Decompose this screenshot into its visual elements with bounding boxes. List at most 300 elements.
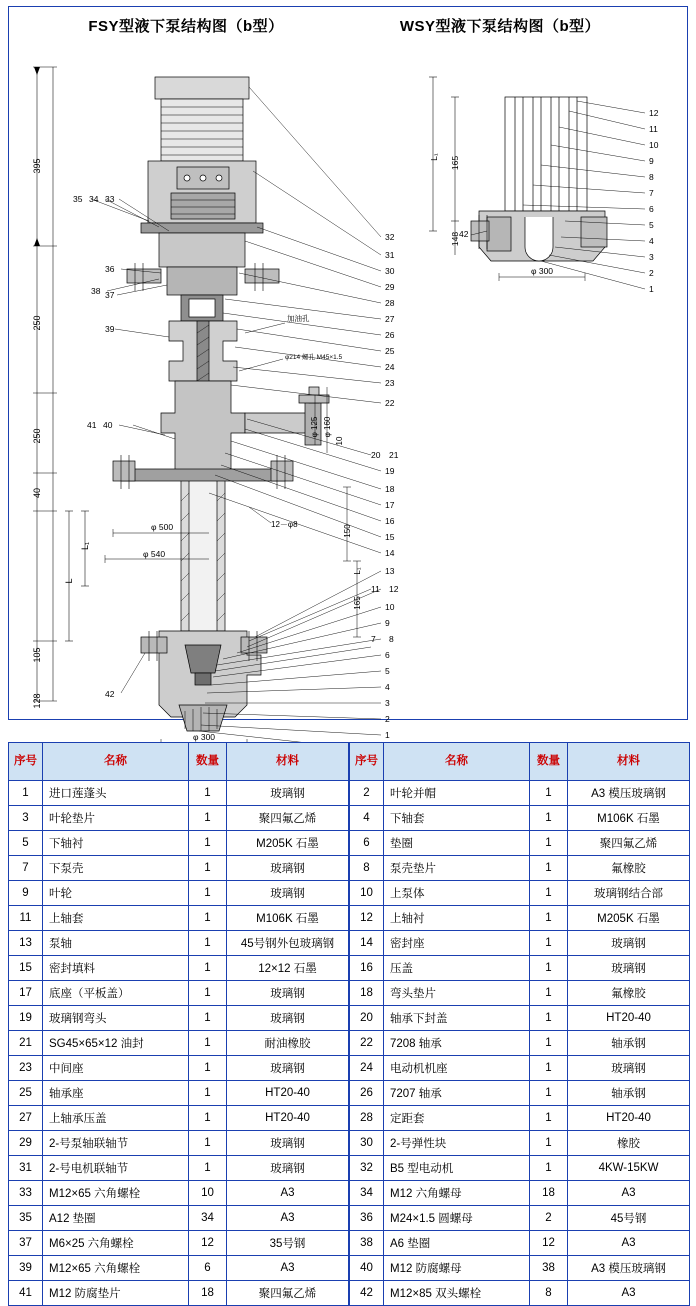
cell-qty: 1 [530,856,568,881]
callout-r-1: 1 [649,284,654,294]
cell-material: 4KW-15KW [568,1156,690,1181]
callout-23: 23 [385,378,395,388]
cell-material: 玻璃钢 [227,1056,349,1081]
cell-material: 玻璃钢 [227,1156,349,1181]
cell-qty: 18 [189,1281,227,1306]
cell-no: 12 [350,906,384,931]
callout-r-7: 7 [649,188,654,198]
cell-qty: 6 [189,1256,227,1281]
cell-no: 35 [9,1206,43,1231]
dim-148-right: 148 [450,231,460,247]
cell-qty: 1 [530,1106,568,1131]
table-row [9,1231,349,1256]
cell-no: 23 [9,1056,43,1081]
cell-no: 5 [9,831,43,856]
cell-name: 叶轮 [43,881,189,906]
table-row [350,1281,690,1306]
table-row [9,1081,349,1106]
cell-no: 4 [350,806,384,831]
cell-name: 中间座 [43,1056,189,1081]
callout-26: 26 [385,330,395,340]
cell-name: 上轴承压盖 [43,1106,189,1131]
callout-12: 12 [389,584,399,594]
cell-qty: 38 [530,1256,568,1281]
callout-r-6: 6 [649,204,654,214]
cell-material: 45号钢外包玻璃钢 [227,931,349,956]
table-header-row [350,743,690,781]
cell-no: 33 [9,1181,43,1206]
cell-name: M12 六角螺母 [384,1181,530,1206]
table-row [9,1031,349,1056]
cell-no: 37 [9,1231,43,1256]
table-row [9,881,349,906]
cell-no: 9 [9,881,43,906]
cell-qty: 1 [530,781,568,806]
cell-name: 叶轮垫片 [43,806,189,831]
callout-30: 30 [385,266,395,276]
cell-name: 7208 轴承 [384,1031,530,1056]
dim-phi300-left: φ 300 [192,732,216,742]
cell-name: M12 防腐垫片 [43,1281,189,1306]
cell-no: 31 [9,1156,43,1181]
cell-qty: 1 [530,881,568,906]
table-row [350,1056,690,1081]
cell-no: 34 [350,1181,384,1206]
table-row [9,1281,349,1306]
cell-no: 26 [350,1081,384,1106]
cell-material: 玻璃钢 [227,856,349,881]
table-row [9,1206,349,1231]
cell-material: 玻璃钢 [568,956,690,981]
cell-material: 玻璃钢 [227,1131,349,1156]
callout-10: 10 [385,602,395,612]
callout-35: 35 [73,194,83,204]
table-row [9,806,349,831]
cell-name: 泵轴 [43,931,189,956]
callout-38: 38 [91,286,101,296]
cell-no: 25 [9,1081,43,1106]
table-row [9,931,349,956]
cell-name: 下轴衬 [43,831,189,856]
table-row [350,781,690,806]
callout-17: 17 [385,500,395,510]
callout-42-right: 42 [459,229,469,239]
cell-name: 密封填料 [43,956,189,981]
callout-9: 9 [385,618,390,628]
cell-name: 下轴套 [384,806,530,831]
cell-qty: 1 [189,981,227,1006]
dim-165: 165 [353,596,362,610]
callout-32: 32 [385,232,395,242]
cell-qty: 2 [530,1206,568,1231]
cell-qty: 18 [530,1181,568,1206]
table-row [350,831,690,856]
cell-name: 进口莲蓬头 [43,781,189,806]
table-row [350,1231,690,1256]
cell-no: 41 [9,1281,43,1306]
dim-phi300-right: φ 300 [530,266,554,276]
callout-16: 16 [385,516,395,526]
callout-r-8: 8 [649,172,654,182]
dim-phi160: φ 160 [323,416,332,438]
cell-material: 玻璃钢 [227,981,349,1006]
callout-21: 21 [389,450,399,460]
callout-36: 36 [105,264,115,274]
cell-name: M24×1.5 圆螺母 [384,1206,530,1231]
cell-name: 垫圈 [384,831,530,856]
cell-qty: 1 [530,1131,568,1156]
table-row [350,1006,690,1031]
cell-name: 上轴套 [43,906,189,931]
cell-qty: 12 [189,1231,227,1256]
cell-no: 19 [9,1006,43,1031]
table-row [9,831,349,856]
cell-name: 泵壳垫片 [384,856,530,881]
cell-name: A6 垫圈 [384,1231,530,1256]
table-row [350,981,690,1006]
cell-no: 28 [350,1106,384,1131]
cell-qty: 1 [189,831,227,856]
cell-no: 39 [9,1256,43,1281]
callout-4: 4 [385,682,390,692]
header-name-right: 名称 [384,743,530,781]
cell-name: 轴承座 [43,1081,189,1106]
cell-material: 橡胶 [568,1131,690,1156]
cell-no: 27 [9,1106,43,1131]
cell-material: A3 [568,1231,690,1256]
cell-no: 11 [9,906,43,931]
cell-no: 6 [350,831,384,856]
dim-phi125: φ 125 [310,416,319,438]
header-name-left: 名称 [43,743,189,781]
dim-395: 395 [32,158,42,174]
callout-41: 41 [87,420,97,430]
cell-name: 2-号泵轴联轴节 [43,1131,189,1156]
cell-name: 上轴衬 [384,906,530,931]
table-row [350,881,690,906]
cell-no: 32 [350,1156,384,1181]
table-row [9,1181,349,1206]
callout-r-5: 5 [649,220,654,230]
callout-r-3: 3 [649,252,654,262]
callout-27: 27 [385,314,395,324]
cell-qty: 1 [189,1006,227,1031]
table-row [350,806,690,831]
cell-no: 14 [350,931,384,956]
cell-qty: 1 [189,806,227,831]
cell-material: M205K 石墨 [568,906,690,931]
cell-material: HT20-40 [227,1106,349,1131]
cell-qty: 1 [189,1081,227,1106]
callout-18: 18 [385,484,395,494]
cell-material: 聚四氟乙烯 [227,1281,349,1306]
cell-qty: 1 [530,1156,568,1181]
dim-L: L [64,578,74,584]
callout-25: 25 [385,346,395,356]
cell-name: 7207 轴承 [384,1081,530,1106]
cell-material: A3 模压玻璃钢 [568,1256,690,1281]
cell-name: 压盖 [384,956,530,981]
cell-qty: 1 [530,1031,568,1056]
cell-qty: 1 [189,1031,227,1056]
callout-r-10: 10 [649,140,659,150]
cell-qty: 1 [189,856,227,881]
dim-L1: L₁ [80,541,90,551]
cell-no: 3 [9,806,43,831]
cell-no: 40 [350,1256,384,1281]
cell-qty: 1 [530,806,568,831]
cell-material: A3 [227,1181,349,1206]
cell-qty: 12 [530,1231,568,1256]
cell-name: 下泵壳 [43,856,189,881]
cell-material: HT20-40 [227,1081,349,1106]
cell-name: 玻璃钢弯头 [43,1006,189,1031]
diagram-titles [9,15,687,36]
cell-material: 玻璃钢 [227,881,349,906]
cell-no: 2 [350,781,384,806]
table-header-row [9,743,349,781]
cell-material: 玻璃钢 [568,1056,690,1081]
header-qty-right: 数量 [530,743,568,781]
table-row [9,906,349,931]
cell-qty: 1 [189,881,227,906]
cell-qty: 1 [530,1056,568,1081]
callout-39: 39 [105,324,115,334]
callout-42: 42 [105,689,115,699]
cell-material: A3 模压玻璃钢 [568,781,690,806]
dim-L1-right: L₁ [429,153,439,161]
cell-name: 上泵体 [384,881,530,906]
callout-5: 5 [385,666,390,676]
cell-qty: 1 [530,906,568,931]
callout-28: 28 [385,298,395,308]
callout-24: 24 [385,362,395,372]
callout-31: 31 [385,250,395,260]
cell-material: 聚四氟乙烯 [227,806,349,831]
callout-19: 19 [385,466,395,476]
cell-name: 电动机机座 [384,1056,530,1081]
note-thread: φ214 螺孔 M45×1.5 [285,354,343,361]
cell-material: 轴承钢 [568,1081,690,1106]
callout-r-2: 2 [649,268,654,278]
table-row [9,1156,349,1181]
table-row [350,1156,690,1181]
table-row [350,1181,690,1206]
callout-22: 22 [385,398,395,408]
cell-material: 轴承钢 [568,1031,690,1056]
cell-name: M12×65 六角螺栓 [43,1181,189,1206]
header-no-left [9,743,43,781]
cell-name: 2-号弹性块 [384,1131,530,1156]
cell-name: 2-号电机联轴节 [43,1156,189,1181]
cell-material: 35号钢 [227,1231,349,1256]
parts-tables [8,742,688,1306]
diagram-title-right: WSY型液下泵结构图（b型） [399,18,601,35]
cell-material: A3 [227,1256,349,1281]
cell-no: 8 [350,856,384,881]
callout-3: 3 [385,698,390,708]
cell-name: M12×85 双头螺栓 [384,1281,530,1306]
table-row [350,1106,690,1131]
cell-no: 18 [350,981,384,1006]
cell-qty: 1 [530,981,568,1006]
dim-150: 150 [343,524,352,538]
dim-105: 105 [32,647,42,663]
cell-no: 21 [9,1031,43,1056]
cell-qty: 1 [189,1106,227,1131]
cell-no: 38 [350,1231,384,1256]
cell-no: 22 [350,1031,384,1056]
callout-40: 40 [103,420,113,430]
cell-no: 36 [350,1206,384,1231]
dim-10: 10 [335,436,344,446]
cell-material: 12×12 石墨 [227,956,349,981]
pump-structure-drawing [9,41,689,742]
parts-table-right-body [350,781,690,1306]
cell-no: 10 [350,881,384,906]
cell-material: 玻璃钢 [568,931,690,956]
dim-165-right: 165 [450,155,460,171]
dim-12-phi8: 12－φ8 [271,520,298,529]
cell-no: 20 [350,1006,384,1031]
callout-7: 7 [371,634,376,644]
callout-29: 29 [385,282,395,292]
cell-material: 氟橡胶 [568,856,690,881]
dim-128: 128 [32,693,42,709]
callout-11: 11 [371,584,380,594]
cell-material: 聚四氟乙烯 [568,831,690,856]
header-no-right: 序号 [350,743,384,781]
cell-material: 玻璃钢结合部 [568,881,690,906]
header-material-left: 材料 [227,743,349,781]
table-row [9,956,349,981]
table-row [350,906,690,931]
table-row [350,1256,690,1281]
callout-2: 2 [385,714,390,724]
table-row [350,1131,690,1156]
cell-material: M106K 石墨 [568,806,690,831]
callout-r-11: 11 [649,124,658,134]
cell-name: SG45×65×12 油封 [43,1031,189,1056]
callout-33: 33 [105,194,115,204]
header-material-right: 材料 [568,743,690,781]
table-row [350,956,690,981]
cell-no: 15 [9,956,43,981]
cell-name: M6×25 六角螺栓 [43,1231,189,1256]
callout-8: 8 [389,634,394,644]
cell-name: 轴承下封盖 [384,1006,530,1031]
cell-no: 1 [9,781,43,806]
cell-qty: 1 [189,1131,227,1156]
header-no-left-text: 序号 [14,755,37,768]
callout-34: 34 [89,194,99,204]
callout-15: 15 [385,532,395,542]
cell-material: A3 [568,1281,690,1306]
cell-qty: 1 [530,1006,568,1031]
cell-name: 定距套 [384,1106,530,1131]
table-row [9,1131,349,1156]
cell-material: 45号钢 [568,1206,690,1231]
callout-r-9: 9 [649,156,654,166]
table-row [9,1106,349,1131]
cell-material: 玻璃钢 [227,1006,349,1031]
table-row [9,1056,349,1081]
callout-37: 37 [105,290,115,300]
cell-material: M205K 石墨 [227,831,349,856]
cell-qty: 1 [189,956,227,981]
cell-qty: 1 [530,931,568,956]
cell-qty: 1 [530,831,568,856]
cell-no: 16 [350,956,384,981]
cell-name: B5 型电动机 [384,1156,530,1181]
note-oil-hole: 加油孔 [287,314,310,323]
cell-no: 17 [9,981,43,1006]
callout-r-4: 4 [649,236,654,246]
table-row [350,1206,690,1231]
cell-name: 底座（平板盖） [43,981,189,1006]
table-row [350,856,690,881]
callout-1: 1 [385,730,390,740]
cell-qty: 1 [530,956,568,981]
table-row [9,781,349,806]
table-row [9,1006,349,1031]
table-row [9,856,349,881]
dim-250b: 250 [32,428,42,444]
cell-material: HT20-40 [568,1006,690,1031]
cell-name: 叶轮并帽 [384,781,530,806]
table-row [9,981,349,1006]
cell-material: 耐油橡胶 [227,1031,349,1056]
parts-table-left [8,742,349,1306]
cell-no: 29 [9,1131,43,1156]
header-qty-left: 数量 [189,743,227,781]
cell-no: 30 [350,1131,384,1156]
cell-qty: 1 [189,931,227,956]
cell-no: 13 [9,931,43,956]
table-row [350,1081,690,1106]
dim-40: 40 [32,487,42,499]
table-row [9,1256,349,1281]
diagram-panel [8,6,688,742]
cell-name: 弯头垫片 [384,981,530,1006]
cell-no: 42 [350,1281,384,1306]
cell-qty: 1 [530,1081,568,1106]
callout-6: 6 [385,650,390,660]
callout-14: 14 [385,548,395,558]
cell-material: M106K 石墨 [227,906,349,931]
cell-qty: 1 [189,1156,227,1181]
cell-name: A12 垫圈 [43,1206,189,1231]
cell-material: 氟橡胶 [568,981,690,1006]
cell-qty: 10 [189,1181,227,1206]
dim-phi540: φ 540 [143,549,166,559]
cell-qty: 8 [530,1281,568,1306]
dim-L2: L₁ [353,567,362,575]
cell-material: HT20-40 [568,1106,690,1131]
dim-250a: 250 [32,315,42,331]
cell-qty: 34 [189,1206,227,1231]
cell-material: 玻璃钢 [227,781,349,806]
cell-name: M12 防腐螺母 [384,1256,530,1281]
cell-qty: 1 [189,781,227,806]
callout-r-12: 12 [649,108,659,118]
callout-20: 20 [371,450,381,460]
diagram-title-left: FSY型液下泵结构图（b型） [88,18,284,35]
cell-qty: 1 [189,906,227,931]
cell-name: M12×65 六角螺栓 [43,1256,189,1281]
callout-13: 13 [385,566,395,576]
dim-phi500: φ 500 [151,522,174,532]
